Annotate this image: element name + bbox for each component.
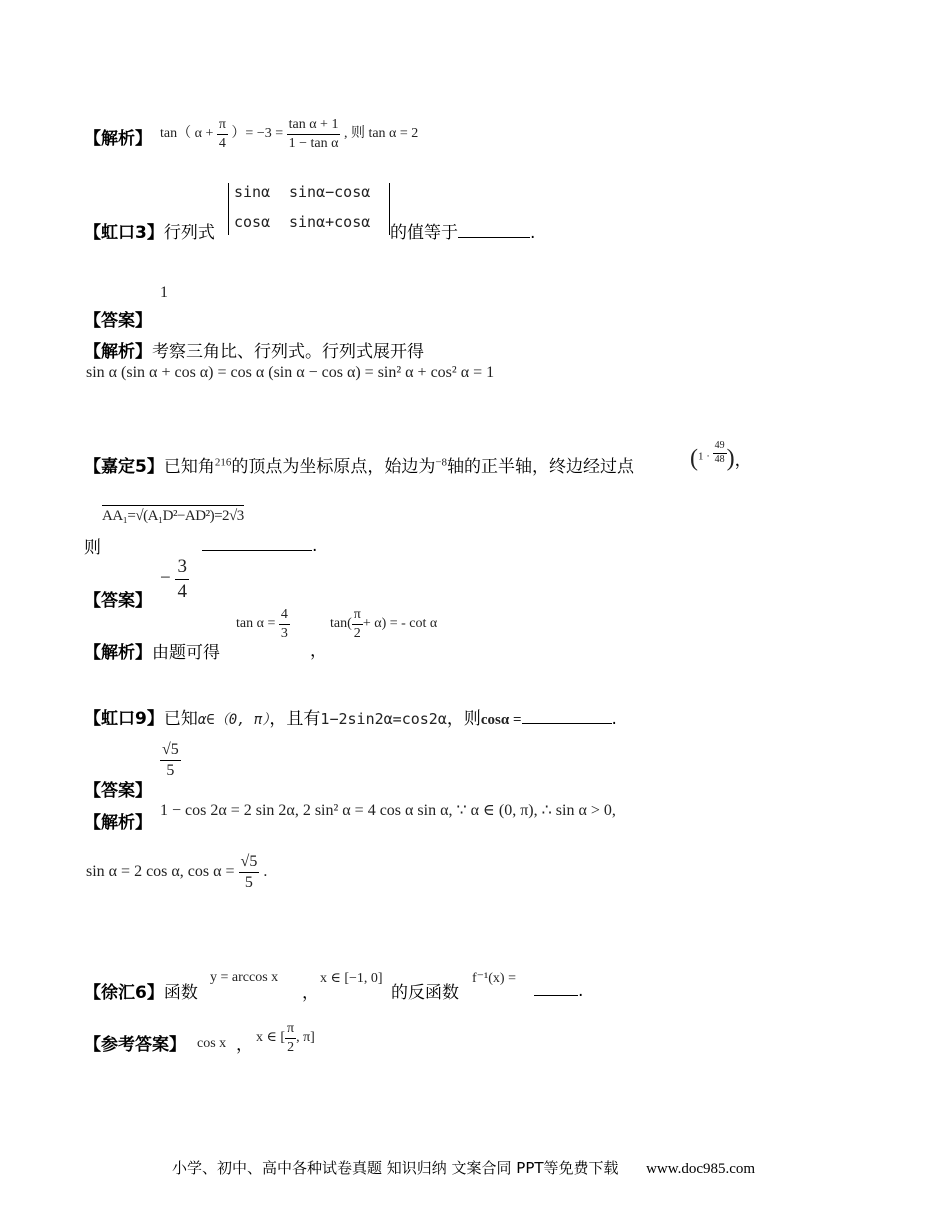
- footer-text: 小学、初中、高中各种试卷真题 知识归纳 文案合同 PPT等免费下载: [172, 1159, 619, 1177]
- stem-text: ，且有: [269, 709, 321, 729]
- q5-stem: [84, 978, 198, 1003]
- fraction-denominator: 4: [217, 134, 228, 153]
- fraction-numerator: 49: [714, 440, 725, 451]
- fraction-denominator: 48: [714, 453, 725, 465]
- fraction-denominator: 5: [239, 872, 260, 893]
- analysis-formula: 1 − cos 2α = 2 sin 2α, 2 sin² α = 4 cos α sin α, ∵ α ∈ (0, π), ∴ sin α > 0,: [160, 802, 616, 819]
- answer-domain: [256, 1020, 315, 1056]
- question-label: 【虹口3】: [84, 223, 164, 243]
- axis-value: −8: [435, 456, 448, 469]
- analysis-formula: sin α (sin α + cos α) = cos α (sin α − cos α) = sin² α + cos² α = 1: [86, 364, 495, 381]
- fraction-4-3: [279, 606, 290, 642]
- equation: 1−2sin2α=cos2α: [320, 710, 447, 728]
- analysis-text: 考察三角比、行列式。行列式展开得: [152, 342, 424, 362]
- q1-formula: [160, 116, 418, 152]
- fraction-numerator: π: [353, 607, 361, 622]
- stem-text: 的反函数: [391, 983, 459, 1003]
- q3-analysis: [84, 638, 220, 663]
- question-label: 【徐汇6】: [84, 983, 164, 1003]
- point-x: 1: [698, 450, 704, 463]
- fraction-denominator: 3: [280, 625, 288, 641]
- fraction-pi-over-4: [217, 116, 228, 152]
- angle-value: 216: [214, 456, 232, 469]
- reference-answer-label: 【参考答案】: [84, 1035, 186, 1055]
- det-cell: sinα+cosα: [289, 213, 371, 231]
- fraction-tan: [287, 116, 341, 152]
- det-cell: sinα: [234, 183, 271, 201]
- answer-label: 【答案】: [84, 781, 152, 801]
- domain-expr: x ∈ [−1, 0]: [320, 971, 383, 986]
- q2-stem-post: [390, 218, 535, 243]
- fraction-denominator: 4: [177, 580, 187, 602]
- stem-text: 的顶点为坐标原点，始边为: [231, 457, 436, 477]
- det-cell: sinα−cosα: [289, 183, 371, 201]
- q3-point: ($^1$ · $\frac{49}{48}$ )，: [690, 440, 752, 472]
- formula-part: sin α = 2 cos α, cos α =: [86, 863, 235, 881]
- footer-link[interactable]: www.doc985.com: [646, 1161, 756, 1177]
- period: .: [530, 223, 536, 243]
- fraction-numerator: π: [218, 117, 226, 132]
- question-label: 【嘉定5】: [84, 457, 164, 477]
- fraction-pi-over-2: [285, 1020, 296, 1056]
- formula-part: + α) = - cot α: [362, 616, 438, 632]
- answer-fraction: [160, 740, 181, 781]
- q3-analysis-formula-b: [330, 606, 437, 642]
- answer-blank: [458, 220, 530, 238]
- answer-blank: [522, 706, 612, 724]
- fraction-numerator: √5: [162, 741, 179, 758]
- separator: ，: [302, 983, 319, 1003]
- fraction-denominator: 5: [160, 760, 181, 781]
- footer: [172, 1157, 755, 1178]
- point-fraction: [713, 440, 727, 466]
- inverse-expr: f⁻¹(x) =: [472, 971, 516, 986]
- stem-text: 轴的正半轴，终边经过点: [447, 457, 635, 477]
- stem-text: 行列式: [163, 223, 215, 243]
- fraction-numerator: π: [287, 1021, 295, 1036]
- period: .: [263, 863, 268, 881]
- formula-part: tan（ α +: [160, 126, 214, 142]
- question-ask: cosα =: [480, 712, 522, 728]
- separator: ，: [236, 1035, 253, 1055]
- fraction-pi-over-2: [352, 606, 363, 642]
- q5-blank-row: [534, 978, 583, 1001]
- stem-text: ，则: [446, 709, 481, 729]
- answer-function: cos x: [197, 1036, 227, 1051]
- fraction-numerator: 4: [280, 607, 288, 622]
- stem-text: ，: [734, 450, 752, 471]
- stem-text: 函数: [163, 983, 198, 1003]
- fraction-denominator: 2: [285, 1038, 296, 1057]
- answer-value: 1: [160, 284, 168, 301]
- stem-text: 已知角: [163, 457, 215, 477]
- q3-stem: [84, 452, 634, 477]
- fraction-numerator: tan α + 1: [288, 117, 339, 132]
- q4-stem: [84, 704, 617, 729]
- fraction-numerator: √5: [240, 853, 258, 870]
- analysis-label: 【解析】: [84, 813, 152, 833]
- formula-part: tan(: [330, 616, 352, 632]
- fraction-numerator: 3: [177, 556, 187, 577]
- q4-answer: [160, 740, 181, 781]
- period: .: [578, 981, 584, 1001]
- det-cell: cosα: [234, 213, 271, 231]
- period: .: [312, 536, 318, 556]
- function-expr: y = arccos x: [210, 970, 279, 985]
- formula-conclusion: , 则 tan α = 2: [343, 126, 419, 142]
- q2-analysis: [84, 337, 424, 362]
- analysis-text: 由题可得: [152, 643, 220, 663]
- analysis-label: 【解析】: [84, 643, 152, 663]
- formula-part: , π]: [296, 1030, 315, 1046]
- q3-answer: [160, 555, 189, 604]
- answer-blank: [202, 533, 312, 551]
- answer-label: 【答案】: [84, 311, 152, 331]
- condition: α∈（0, π）: [197, 712, 270, 728]
- analysis-label: 【解析】: [84, 342, 152, 362]
- q1-analysis-row: [84, 124, 152, 149]
- question-label: 【虹口9】: [84, 709, 164, 729]
- stem-text: 的值等于: [390, 223, 458, 243]
- answer-sign: −: [160, 567, 171, 589]
- given-formula: AA₁=√(A₁D²−AD²)=2√3: [102, 505, 244, 525]
- q3-blank-row: [202, 533, 317, 556]
- period: .: [611, 709, 617, 729]
- answer-fraction: [175, 555, 189, 604]
- formula-part: x ∈ [: [256, 1030, 286, 1046]
- separator: ，: [310, 641, 327, 661]
- analysis-fraction: [239, 852, 260, 893]
- determinant: [228, 183, 390, 235]
- stem-text: 则: [84, 538, 101, 558]
- formula-part: ）= −3 =: [231, 126, 284, 142]
- fraction-denominator: 2: [352, 624, 363, 643]
- answer-blank: [534, 978, 578, 996]
- q4-analysis-line2: [86, 852, 267, 893]
- formula-part: tan α =: [236, 616, 276, 632]
- q2-stem: [84, 218, 215, 243]
- analysis-label: 【解析】: [84, 129, 152, 149]
- stem-text: 已知: [163, 709, 198, 729]
- answer-label: 【答案】: [84, 591, 152, 611]
- q3-analysis-formula-a: [236, 606, 290, 642]
- fraction-denominator: 1 − tan α: [288, 135, 339, 151]
